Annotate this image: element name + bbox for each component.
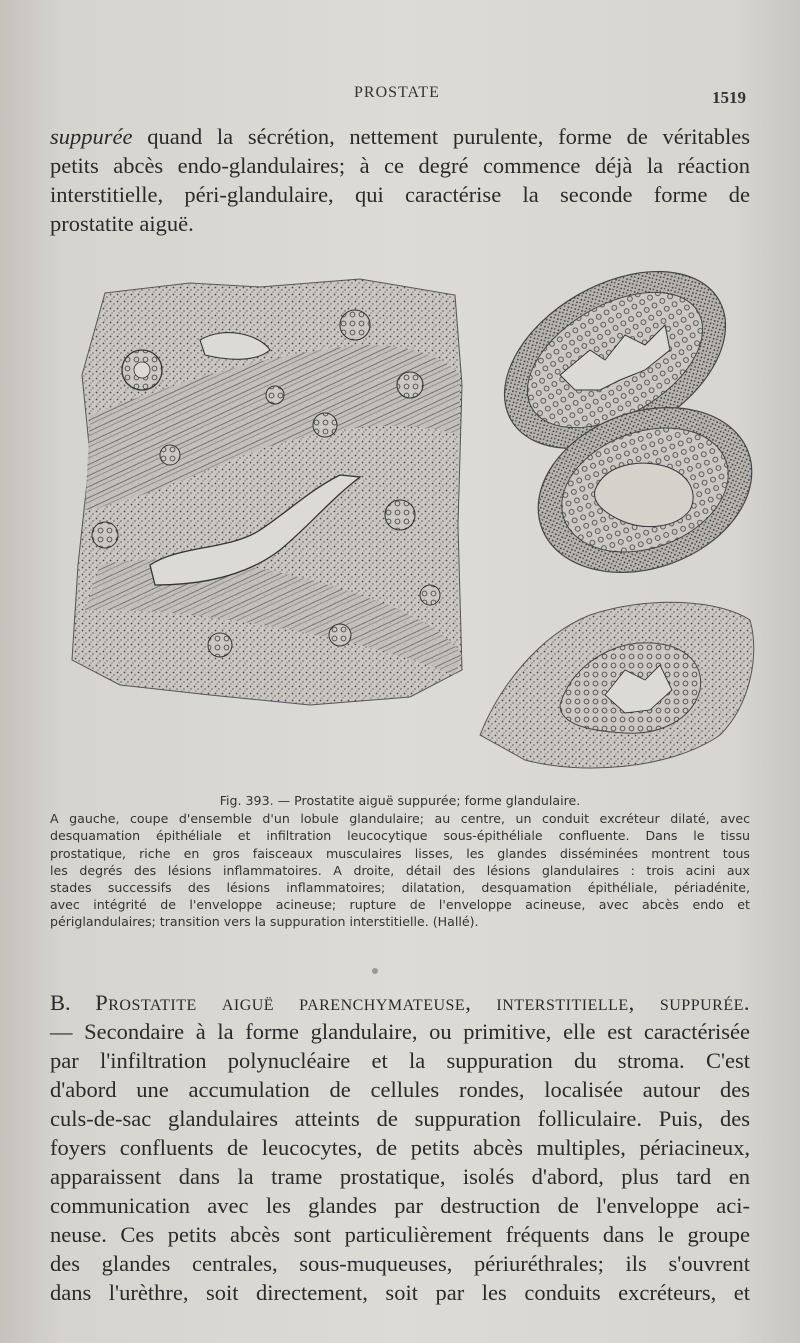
section-b-paragraph — [50, 988, 750, 1307]
text-line: foyers confluents de leucocytes, de petits abcès multiples, périacineux, — [50, 1135, 750, 1160]
lobule-section-engraving — [72, 279, 462, 705]
intro-paragraph — [50, 122, 750, 238]
caption-line: les degrés des lésions inflammatoires. A droite, détail des lésions glandulaires : trois acini aux — [50, 862, 750, 878]
acinus-abscess-engraving — [480, 602, 754, 768]
caption-line: stades successifs des lésions inflammatoires; dilatation, desquamation épithéliale, périadénite, — [50, 880, 750, 896]
text-line: communication avec les glandes par destruction de l'enveloppe aci- — [50, 1193, 750, 1218]
page-number: 1519 — [712, 88, 746, 107]
text-line: interstitielle, péri-glandulaire, qui caractérise la seconde forme de — [50, 182, 750, 207]
running-head — [0, 84, 800, 108]
caption-line: périglandulaires; transition vers la suppuration interstitielle. (Hallé). — [50, 914, 479, 930]
italic-word: suppurée — [50, 124, 133, 149]
section-heading — [50, 988, 750, 1017]
text-line: petits abcès endo-glandulaires; à ce degré commence déjà la réaction — [50, 153, 750, 178]
text-line: des glandes centrales, sous-muqueuses, périuréthrales; ils s'ouvrent — [50, 1251, 750, 1276]
section-title: Prostatite aiguë parenchymateuse, interstitielle, suppurée. — [95, 990, 750, 1015]
text-line: apparaissent dans la trame prostatique, isolés d'abord, plus tard en — [50, 1164, 750, 1189]
section-letter: B. — [50, 990, 71, 1015]
caption-body — [50, 810, 750, 930]
caption-line: A gauche, coupe d'ensemble d'un lobule glandulaire; au centre, un conduit excréteur dilaté, avec — [50, 811, 750, 827]
caption-line: desquamation épithéliale et infiltration leucocytique sous-épithéliale confluente. Dans le tissu — [50, 828, 750, 844]
caption-line: avec intégrité de l'enveloppe acineuse; rupture de l'enveloppe acineuse, avec abcès endo et — [50, 897, 750, 913]
text-line: dans l'urèthre, soit directement, soit par les conduits excréteurs, et — [50, 1280, 750, 1305]
histology-figure — [60, 265, 760, 785]
caption-line: prostatique, riche en gros faisceaux musculaires lisses, les glandes disséminées montrent tous — [50, 845, 750, 861]
text-line — [50, 122, 750, 151]
text-line: prostatite aiguë. — [50, 211, 194, 236]
running-title: PROSTATE — [354, 84, 440, 101]
text-line: — Secondaire à la forme glandulaire, ou primitive, elle est caractérisée — [50, 1019, 750, 1044]
figure-label: Fig. 393. — Prostatite aiguë suppurée; forme glandulaire. — [219, 793, 581, 808]
text-line: neuse. Ces petits abcès sont particulièrement fréquents dans le groupe — [50, 1222, 750, 1247]
text-span: quand la sécrétion, nettement purulente, forme de véritables — [132, 124, 750, 149]
text-line: d'abord une accumulation de cellules rondes, localisée autour des — [50, 1077, 750, 1102]
decorative-dot — [372, 968, 378, 974]
text-line: par l'infiltration polynucléaire et la suppuration du stroma. C'est — [50, 1048, 750, 1073]
figure-caption — [50, 792, 750, 931]
text-line: culs-de-sac glandulaires atteints de suppuration folliculaire. Puis, des — [50, 1106, 750, 1131]
